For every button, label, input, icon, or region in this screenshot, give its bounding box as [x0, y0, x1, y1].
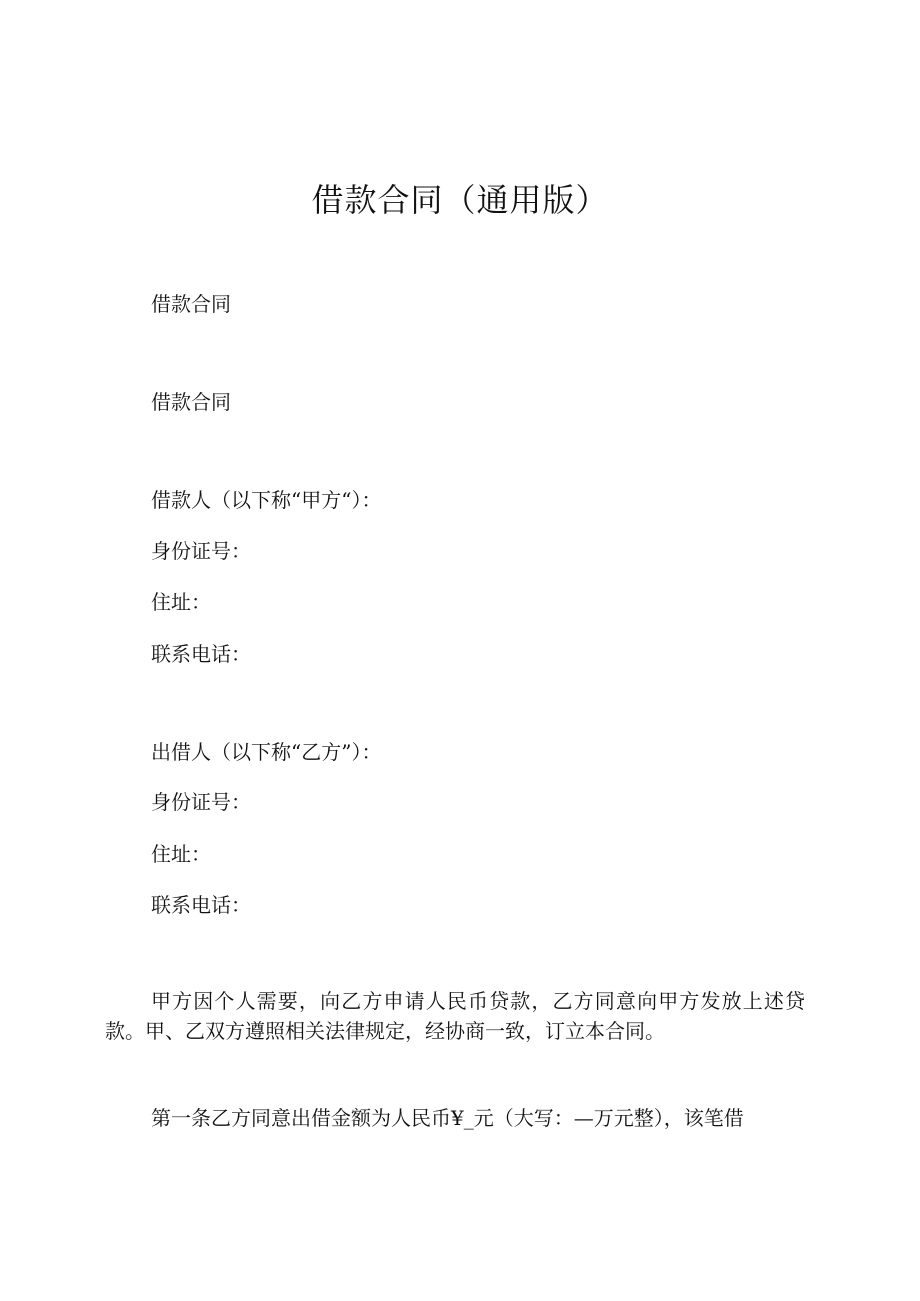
lender-address: 住址：: [151, 842, 211, 866]
lender-label: 出借人（以下称“乙方”）：: [151, 740, 382, 764]
article-1: 第一条乙方同意出借金额为人民币¥_元（大写：—万元整），该笔借: [151, 1106, 744, 1130]
borrower-address: 住址：: [151, 590, 211, 614]
lender-id-number: 身份证号：: [151, 790, 251, 814]
contract-heading-2: 借款合同: [151, 390, 231, 414]
document-title: 借款合同（通用版）: [311, 181, 609, 219]
borrower-phone: 联系电话：: [151, 642, 251, 666]
lender-phone: 联系电话：: [151, 893, 251, 917]
contract-heading-1: 借款合同: [151, 292, 231, 316]
borrower-id-number: 身份证号：: [151, 539, 251, 563]
intro-paragraph: 甲方因个人需要，向乙方申请人民币贷款，乙方同意向甲方发放上述贷款。甲、乙双方遵照相关法律规定，经协商一致，订立本合同。: [105, 989, 805, 1043]
borrower-label: 借款人（以下称“甲方“）：: [151, 488, 382, 512]
